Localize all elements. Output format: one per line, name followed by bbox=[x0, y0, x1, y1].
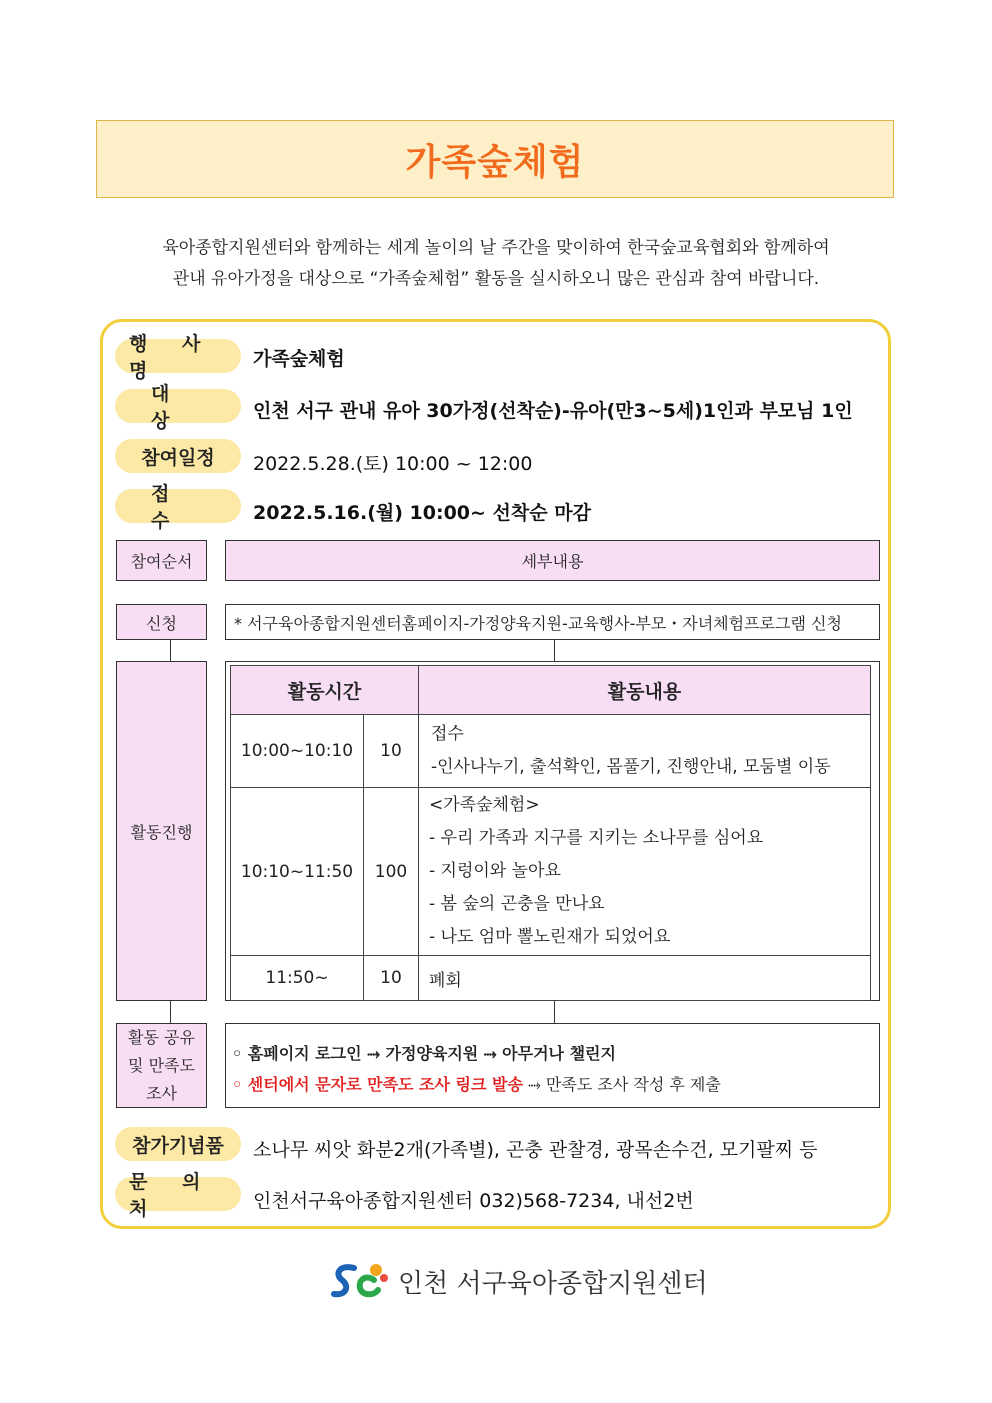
survey-label-line: 및 만족도 bbox=[128, 1055, 195, 1075]
contact-value: 인천서구육아종합지원센터 032)568-7234, 내선2번 bbox=[253, 1190, 694, 1212]
order-header: 참여순서 bbox=[116, 540, 207, 581]
step-apply-label: 신청 bbox=[116, 604, 207, 640]
row-minutes: 100 bbox=[364, 788, 419, 956]
detail-header: 세부내용 bbox=[225, 540, 880, 581]
row-content bbox=[419, 788, 871, 956]
content-line: <가족숲체험> bbox=[429, 795, 540, 815]
survey-line-2-rest: ⤑ 만족도 조사 작성 후 제출 bbox=[522, 1075, 721, 1094]
target-label: 대 상 bbox=[115, 389, 241, 423]
org-name: 인천 서구육아종합지원센터 bbox=[398, 1268, 708, 1299]
reception-value: 2022.5.16.(월) 10:00~ 선착순 마감 bbox=[253, 502, 591, 524]
gift-value: 소나무 씨앗 화분2개(가족별), 곤충 관찰경, 광목손수건, 모기팔찌 등 bbox=[253, 1139, 818, 1161]
page-title: 가족숲체험 bbox=[405, 141, 585, 183]
survey-line-2 bbox=[232, 1069, 879, 1100]
footer-logo bbox=[330, 1260, 708, 1302]
date-value: 2022.5.28.(토) 10:00 ~ 12:00 bbox=[253, 453, 533, 475]
row-time: 10:00~10:10 bbox=[231, 715, 364, 788]
contact-label: 문 의 처 bbox=[115, 1177, 241, 1211]
content-line: -인사나누기, 출석확인, 몸풀기, 진행안내, 모둠별 이동 bbox=[431, 757, 831, 777]
connector bbox=[170, 640, 171, 661]
connector bbox=[554, 1001, 555, 1023]
step-activity-label: 활동진행 bbox=[116, 661, 207, 1001]
table-row bbox=[231, 715, 871, 788]
row-content: 폐회 bbox=[419, 956, 871, 1001]
row-time: 11:50~ bbox=[231, 956, 364, 1001]
target-value: 인천 서구 관내 유아 30가정(선착순)-유아(만3~5세)1인과 부모님 1인 bbox=[253, 400, 853, 422]
date-label: 참여일정 bbox=[115, 439, 241, 473]
content-line: - 우리 가족과 지구를 지키는 소나무를 심어요 bbox=[429, 828, 764, 848]
row-content bbox=[419, 715, 871, 788]
step-survey-detail bbox=[225, 1023, 880, 1108]
org-logo-icon bbox=[330, 1260, 390, 1302]
row-time: 10:10~11:50 bbox=[231, 788, 364, 956]
survey-label-line: 조사 bbox=[146, 1083, 177, 1103]
title-banner bbox=[96, 120, 894, 198]
intro-line-1: 육아종합지원센터와 함께하는 세계 놀이의 날 주간을 맞이하여 한국숲교육협회와 함께하여 bbox=[162, 238, 830, 258]
table-row bbox=[231, 956, 871, 1001]
col-content-header: 활동내용 bbox=[419, 666, 871, 715]
content-line: - 지렁이와 놀아요 bbox=[429, 861, 561, 881]
survey-line-1: ◦ 홈페이지 로그인 ⤑ 가정양육지원 ⤑ 아무거나 챌린지 bbox=[232, 1044, 616, 1063]
step-apply-detail: * 서구육아종합지원센터홈페이지-가정양육지원-교육행사-부모・자녀체험프로그램 신청 bbox=[225, 604, 880, 640]
content-line: - 봄 숲의 곤충을 만나요 bbox=[429, 894, 605, 914]
survey-line-2-red: ◦ 센터에서 문자로 만족도 조사 링크 발송 bbox=[232, 1075, 523, 1094]
intro-line-2: 관내 유아가정을 대상으로 “가족숲체험” 활동을 실시하오니 많은 관심과 참여 바랍니다. bbox=[172, 269, 820, 289]
reception-label: 접 수 bbox=[115, 489, 241, 523]
connector bbox=[170, 1001, 171, 1023]
connector bbox=[554, 640, 555, 661]
table-row bbox=[231, 788, 871, 956]
activity-table bbox=[230, 665, 871, 1001]
event-label: 행 사 명 bbox=[115, 339, 241, 373]
content-line: 접수 bbox=[431, 724, 464, 744]
row-minutes: 10 bbox=[364, 715, 419, 788]
survey-label-line: 활동 공유 bbox=[128, 1027, 195, 1047]
step-survey-label bbox=[116, 1023, 207, 1108]
gift-label: 참가기념품 bbox=[115, 1127, 241, 1161]
event-value: 가족숲체험 bbox=[253, 348, 345, 370]
col-time-header: 활동시간 bbox=[231, 666, 419, 715]
row-minutes: 10 bbox=[364, 956, 419, 1001]
content-line: - 나도 엄마 뽈노린재가 되었어요 bbox=[429, 927, 671, 947]
